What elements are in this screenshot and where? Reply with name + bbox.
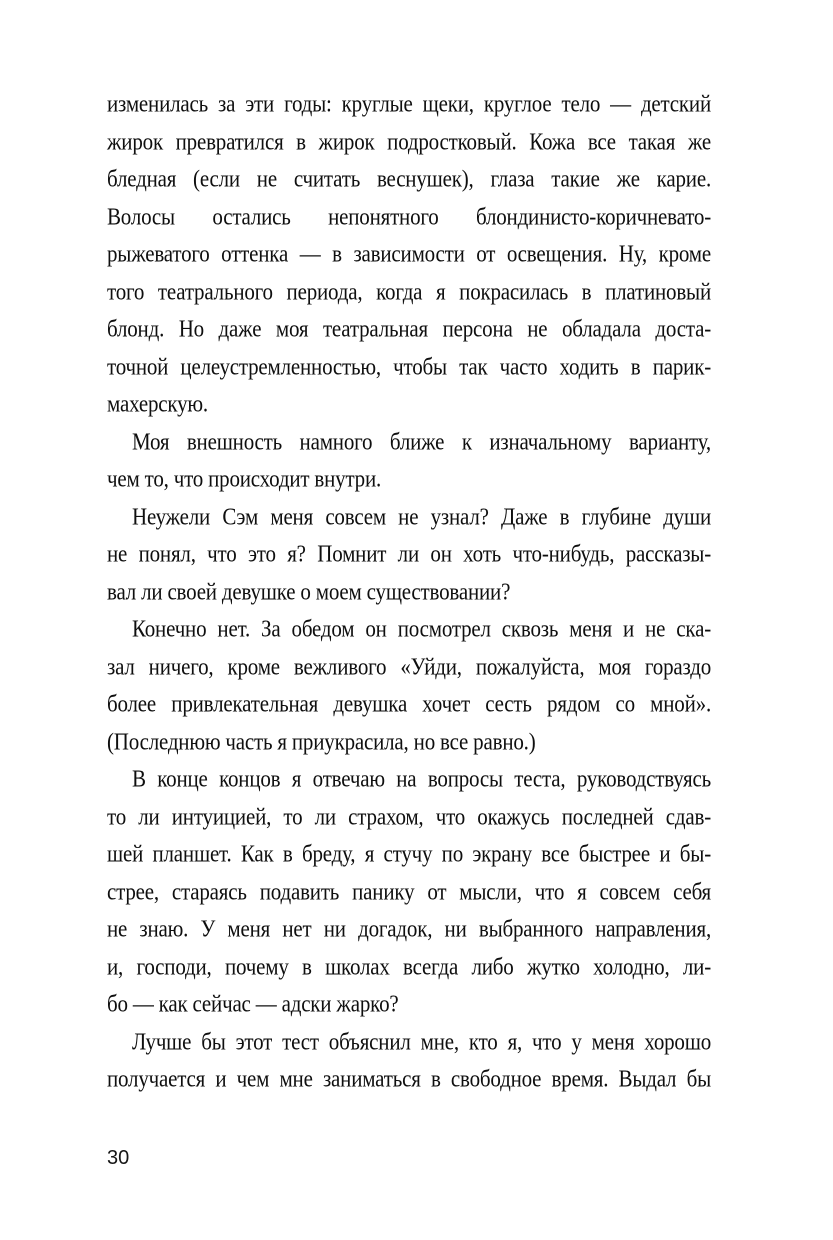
- text-line: В конце концов я отвечаю на вопросы теста, руководствуясь: [132, 764, 711, 793]
- text-line: стрее, стараясь подавить панику от мысли, что я совсем себя: [107, 877, 711, 905]
- paragraph: [107, 611, 711, 761]
- text-line: того театрального периода, когда я покрасилась в платиновый: [107, 277, 711, 305]
- text-line: и, господи, почему в школах всегда либо жутко холодно, ли-: [107, 952, 711, 980]
- text-line: Конечно нет. За обедом он посмотрел сквозь меня и не ска-: [132, 614, 711, 643]
- text-line: получается и чем мне заниматься в свободное время. Выдал бы: [107, 1064, 711, 1093]
- text-line: точной целеустремленностью, чтобы так часто ходить в парик-: [107, 352, 711, 380]
- text-line: Неужели Сэм меня совсем не узнал? Даже в глубине души: [132, 502, 711, 530]
- text-line: вал ли своей девушке о моем существовании?: [107, 577, 511, 605]
- paragraph: [107, 499, 711, 612]
- text-line: бо — как сейчас — адски жарко?: [107, 989, 399, 1018]
- text-line: Лучше бы этот тест объяснил мне, кто я, что у меня хорошо: [132, 1027, 711, 1055]
- text-line: бледная (если не считать веснушек), глаза такие же карие.: [107, 164, 711, 193]
- text-line: блонд. Но даже моя театральная персона не обладала доста-: [107, 314, 711, 343]
- text-line: шей планшет. Как в бреду, я стучу по экрану все быстрее и бы-: [107, 839, 711, 868]
- paragraph: [107, 761, 711, 1024]
- paragraph: [107, 424, 711, 499]
- text-line: Моя внешность намного ближе к изначальному варианту,: [132, 427, 711, 455]
- text-line: изменилась за эти годы: круглые щеки, круглое тело — детский: [107, 89, 711, 118]
- paragraph: [107, 1024, 711, 1099]
- text-line: не понял, что это я? Помнит ли он хоть что-нибудь, рассказы-: [107, 539, 711, 568]
- text-line: то ли интуицией, то ли страхом, что окажусь последней сдав-: [107, 802, 711, 830]
- page-number: 30: [107, 1147, 130, 1169]
- text-line: не знаю. У меня нет ни догадок, ни выбранного направления,: [107, 914, 711, 943]
- text-line: более привлекательная девушка хочет сесть рядом со мной».: [107, 689, 711, 718]
- text-line: зал ничего, кроме вежливого «Уйди, пожалуйста, моя гораздо: [107, 652, 711, 680]
- text-line: махерскую.: [107, 389, 208, 418]
- paragraph: [107, 86, 711, 424]
- text-line: жирок превратился в жирок подростковый. Кожа все такая же: [107, 127, 711, 155]
- page-text: [107, 86, 711, 1099]
- text-line: (Последнюю часть я приукрасила, но все равно.): [107, 727, 536, 755]
- text-line: Волосы остались непонятного блондинисто-коричневато-: [107, 202, 711, 230]
- text-line: чем то, что происходит внутри.: [107, 464, 382, 493]
- text-line: рыжеватого оттенка — в зависимости от освещения. Ну, кроме: [107, 239, 711, 268]
